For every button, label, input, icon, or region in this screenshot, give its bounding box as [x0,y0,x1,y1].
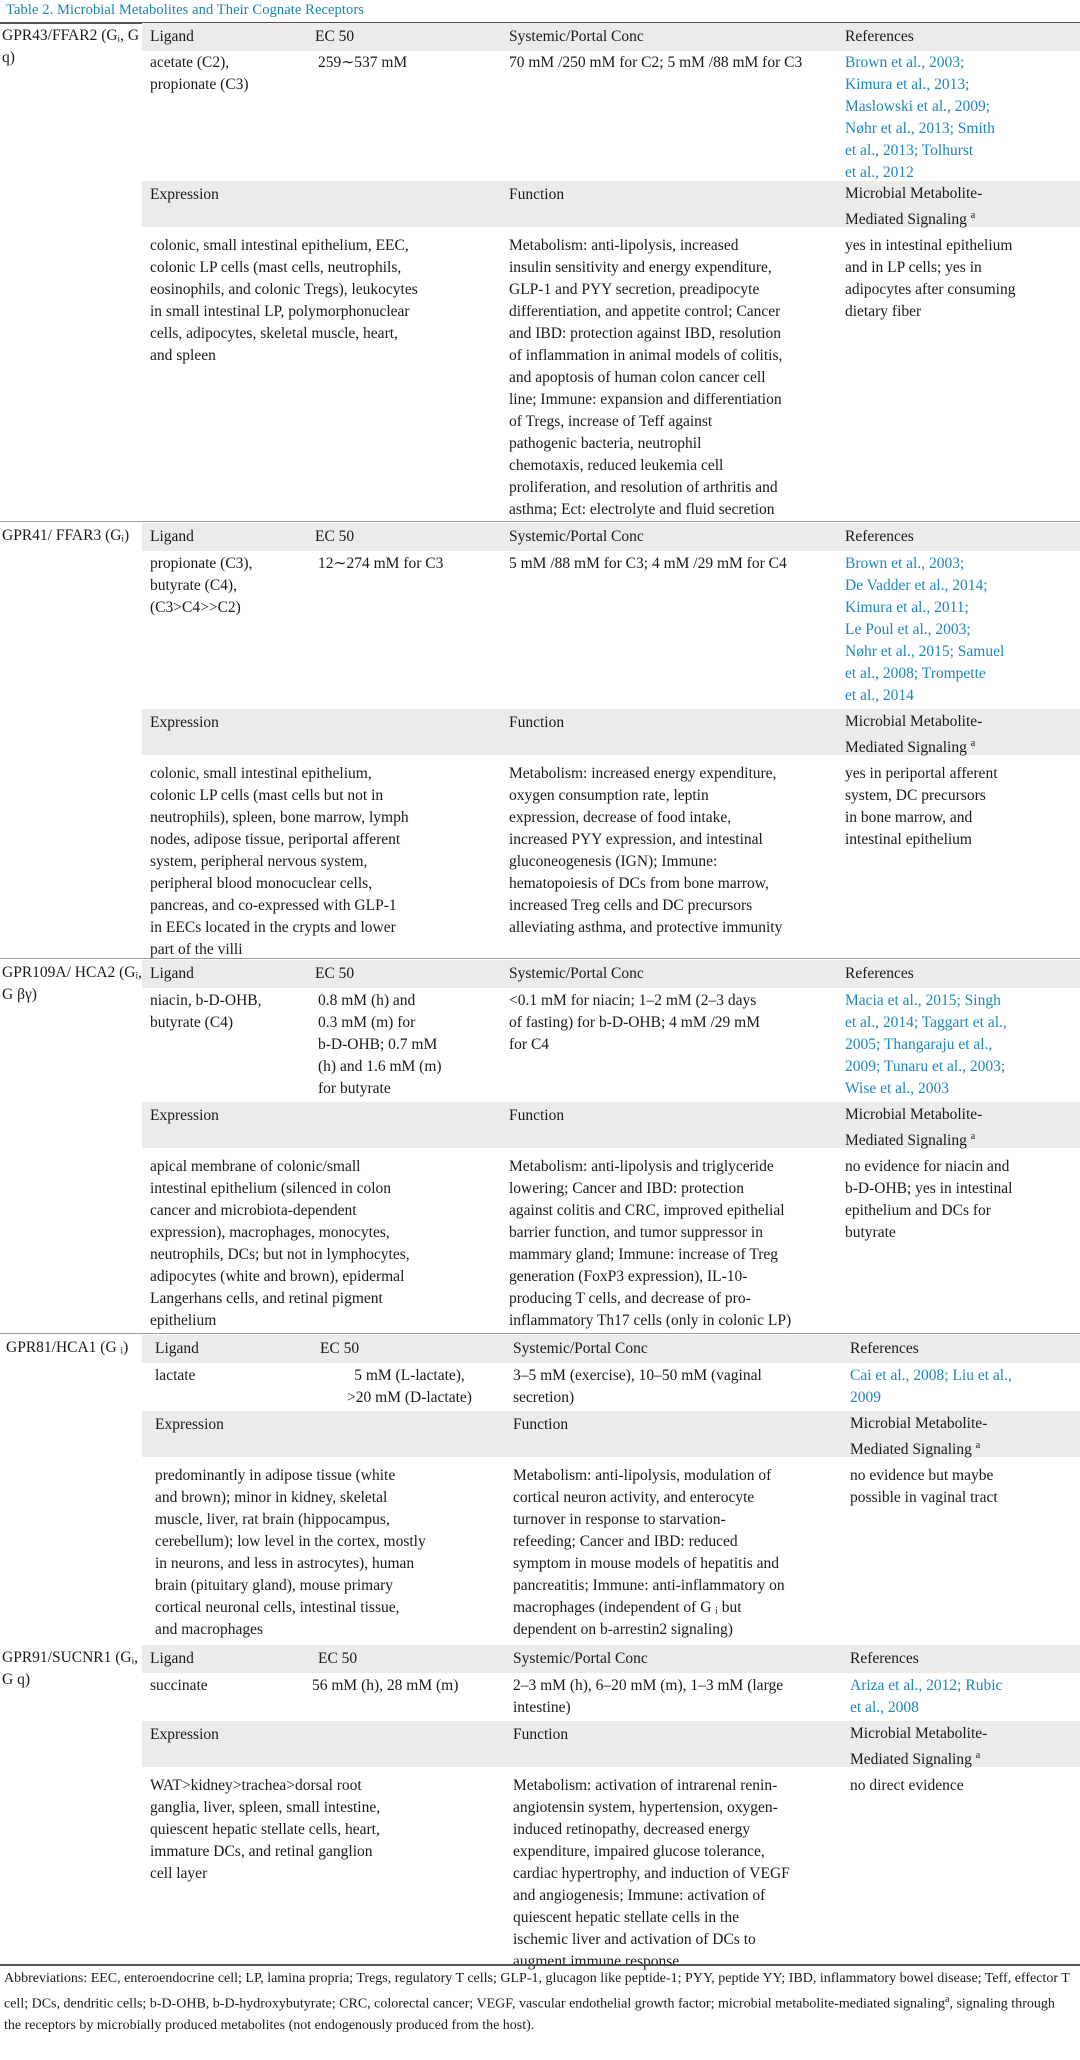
expression-header: Expression [150,186,219,203]
function-header: Function [513,1416,569,1433]
ec50-header: EC 50 [318,1650,358,1667]
receptor-name: GPR91/SUCNR1 (Gᵢ, G q) [2,1649,139,1688]
conc-value: 70 mM /250 mM for C2; 5 mM /88 mM for C3 [509,54,803,71]
receptor-name: GPR41/ FFAR3 (Gᵢ) [2,527,130,544]
table-footnote [4,1968,1072,2036]
signaling-superscript: a [970,1131,976,1142]
conc-header: Systemic/Portal Conc [513,1340,648,1357]
receptor-block-gpr109a [0,960,1080,1332]
receptor-name: GPR109A/ HCA2 (Gᵢ, G βγ) [2,964,142,1003]
ec50-value: 12∼274 mM for C3 [318,555,444,572]
signaling-superscript: a [975,1440,981,1451]
expression-value: predominantly in adipose tissue (white and brown); minor in kidney, skeletal muscle, liver, rat brain (hippocampus, cerebellum); low level in the cortex, mostly in neurons, and less in astrocytes), human brain (pituitary gland), mouse primary cortical neuronal cells, intestinal tissue, and macrophages [155,1467,426,1638]
ec50-value: 0.8 mM (h) and 0.3 mM (m) for b-D-OHB; 0.7 mM (h) and 1.6 mM (m) for butyrate [318,992,442,1097]
references-value[interactable]: Macia et al., 2015; Singh et al., 2014; Taggart et al., 2005; Thangaraju et al., 2009; Tunaru et al., 2003; Wise et al., 2003 [845,992,1007,1097]
table-caption: Table 2. Microbial Metabolites and Their Cognate Receptors [6,2,365,18]
conc-value: 5 mM /88 mM for C3; 4 mM /29 mM for C4 [509,555,787,572]
references-value[interactable]: Ariza et al., 2012; Rubic et al., 2008 [850,1677,1003,1716]
receptor-block-gpr91 [0,1645,1080,1970]
receptor-block-gpr43 [0,23,1080,520]
signaling-value: no evidence but maybe possible in vaginal tract [850,1467,998,1506]
signaling-superscript: a [975,1750,981,1761]
references-header: References [845,28,914,45]
ec50-header: EC 50 [320,1340,360,1357]
ligand-value: succinate [150,1677,208,1694]
conc-value: 3–5 mM (exercise), 10–50 mM (vaginal secretion) [513,1367,762,1406]
ligand-header: Ligand [150,965,194,982]
ligand-header: Ligand [150,28,194,45]
ec50-header: EC 50 [315,528,355,545]
function-header: Function [509,186,565,203]
footnote-text-end: , signaling through the receptors by microbially produced metabolites (not endogenously produced from the host). [4,1996,1055,2033]
conc-value: <0.1 mM for niacin; 1–2 mM (2–3 days of fasting) for b-D-OHB; 4 mM /29 mM for C4 [509,992,760,1053]
signaling-header: Microbial Metabolite- Mediated Signaling [850,1415,988,1459]
expression-value: WAT>kidney>trachea>dorsal root ganglia, liver, spleen, small intestine, quiescent hepatic stellate cells, heart, immature DCs, and retinal ganglion cell layer [150,1777,381,1882]
references-header: References [850,1650,919,1667]
signaling-superscript: a [970,738,976,749]
function-header: Function [513,1726,569,1743]
conc-header: Systemic/Portal Conc [509,965,644,982]
row-divider [0,1333,1080,1334]
signaling-value: yes in intestinal epithelium and in LP cells; yes in adipocytes after consuming dietary fiber [845,237,1016,320]
conc-header: Systemic/Portal Conc [509,528,644,545]
conc-value: 2–3 mM (h), 6–20 mM (m), 1–3 mM (large intestine) [513,1677,784,1716]
ec50-value: 5 mM (L-lactate), >20 mM (D-lactate) [347,1367,472,1406]
function-header: Function [509,714,565,731]
ligand-value: propionate (C3), butyrate (C4), (C3>C4>>C2) [150,555,253,616]
receptor-block-gpr41 [0,523,1080,957]
function-header: Function [509,1107,565,1124]
references-value[interactable]: Brown et al., 2003; De Vadder et al., 2014; Kimura et al., 2011; Le Poul et al., 2003; Nøhr et al., 2015; Samuel et al., 2008; Trompette et al., 2014 [845,555,1005,704]
ligand-header: Ligand [150,528,194,545]
conc-header: Systemic/Portal Conc [513,1650,648,1667]
ligand-value: niacin, b-D-OHB, butyrate (C4) [150,992,262,1031]
expression-header: Expression [150,714,219,731]
signaling-value: no direct evidence [850,1777,964,1794]
signaling-value: no evidence for niacin and b-D-OHB; yes in intestinal epithelium and DCs for butyrate [845,1158,1013,1241]
receptor-name: GPR81/HCA1 (G ᵢ) [6,1339,129,1356]
expression-value: apical membrane of colonic/small intestinal epithelium (silenced in colon cancer and microbiota-dependent expression), macrophages, monocytes, neutrophils, DCs; but not in lymphocytes, adipocytes (white and brown), epidermal Langerhans cells, and retinal pigment epithelium [150,1158,410,1329]
expression-header: Expression [155,1416,224,1433]
function-value: Metabolism: activation of intrarenal renin- angiotensin system, hypertension, oxygen- induced retinopathy, decreased energy expenditure, impaired glucose tolerance, cardiac hypertrophy, and induction of VEGF and angiogenesis; Immune: activation of quiescent hepatic stellate cells in the ischemic liver and activation of DCs to augment immune response [513,1777,790,1970]
signaling-header: Microbial Metabolite- Mediated Signaling [845,1106,983,1150]
row-divider [0,958,1080,959]
bottom-rule [0,1964,1080,1966]
receptor-block-gpr81 [0,1335,1080,1644]
signaling-header: Microbial Metabolite- Mediated Signaling [845,185,983,229]
references-value[interactable]: Brown et al., 2003; Kimura et al., 2013; Maslowski et al., 2009; Nøhr et al., 2013; Smith et al., 2013; Tolhurst et al., 2012 [845,54,995,181]
references-header: References [845,965,914,982]
ligand-header: Ligand [150,1650,194,1667]
ec50-value: 56 mM (h), 28 mM (m) [312,1677,459,1694]
footnote-superscript: a [945,1994,950,2005]
function-value: Metabolism: anti-lipolysis and triglyceride lowering; Cancer and IBD: protection against colitis and CRC, improved epithelial barrier function, and tumor suppressor in mammary gland; Immune: increase of Treg generation (FoxP3 expression), IL-10- producing T cells, and decrease of pro- inflammatory Th17 cells (only in colonic LP) [509,1158,792,1329]
function-value: Metabolism: anti-lipolysis, increased insulin sensitivity and energy expenditure, GLP-1 and PYY secretion, preadipocyte differentiation, and appetite control; Cancer and IBD: protection against IBD, resolution of inflammation in animal models of colitis, and apoptosis of human colon cancer cell line; Immune: expansion and differentiation of Tregs, increase of Teff against pathogenic bacteria, neutrophil chemotaxis, reduced leukemia cell proliferation, and resolution of arthritis and asthma; Ect: electrolyte and fluid secretion [509,237,783,518]
ec50-value: 259∼537 mM [318,54,408,71]
ligand-value: acetate (C2), propionate (C3) [150,54,249,93]
expression-value: colonic, small intestinal epithelium, EEC, colonic LP cells (mast cells, neutrophils, eosinophils, and colonic Tregs), leukocytes in small intestinal LP, polymorphonuclear cells, adipocytes, skeletal muscle, heart, and spleen [150,237,418,364]
expression-value: colonic, small intestinal epithelium, colonic LP cells (mast cells but not in neutrophils), spleen, bone marrow, lymph nodes, adipose tissue, periportal afferent system, peripheral nervous system, peripheral blood monocuclear cells, pancreas, and co-expressed with GLP-1 in EECs located in the crypts and lower part of the villi [150,765,409,958]
expression-header: Expression [150,1726,219,1743]
references-value[interactable]: Cai et al., 2008; Liu et al., 2009 [850,1367,1012,1406]
signaling-superscript: a [970,210,976,221]
signaling-header: Microbial Metabolite- Mediated Signaling [845,713,983,757]
function-value: Metabolism: increased energy expenditure, oxygen consumption rate, leptin expression, decrease of food intake, increased PYY expression, and intestinal gluconeogenesis (IGN); Immune: hematopoiesis of DCs from bone marrow, increased Treg cells and DC precursors alleviating asthma, and protective immunity [509,765,783,936]
ligand-value: lactate [155,1367,196,1384]
signaling-header: Microbial Metabolite- Mediated Signaling [850,1725,988,1769]
receptor-name: GPR43/FFAR2 (Gᵢ, G q) [2,27,140,66]
ec50-header: EC 50 [315,28,355,45]
ec50-header: EC 50 [315,965,355,982]
conc-header: Systemic/Portal Conc [509,28,644,45]
expression-header: Expression [150,1107,219,1124]
row-divider [0,521,1080,522]
signaling-value: yes in periportal afferent system, DC precursors in bone marrow, and intestinal epithelium [845,765,998,848]
references-header: References [850,1340,919,1357]
ligand-header: Ligand [155,1340,199,1357]
references-header: References [845,528,914,545]
function-value: Metabolism: anti-lipolysis, modulation of cortical neuron activity, and enterocyte turnover in response to starvation- refeeding; Cancer and IBD: reduced symptom in mouse models of hepatitis and pancreatitis; Immune: anti-inflammatory on macrophages (independent of G ᵢ but dependent on b-arrestin2 signaling) [513,1467,785,1638]
footnote-text: Abbreviations: EEC, enteroendocrine cell; LP, lamina propria; Tregs, regulatory T cells; GLP-1, glucagon like peptide-1; PYY, peptide YY; IBD, inflammatory bowel disease; Teff, effector T cell; DCs, dendritic cells; b-D-OHB, b-D-hydroxybutyrate; CRC, colorectal cancer; VEGF, vascular endothelial growth factor; microbial metabolite-mediated signaling [4,1971,1070,2012]
